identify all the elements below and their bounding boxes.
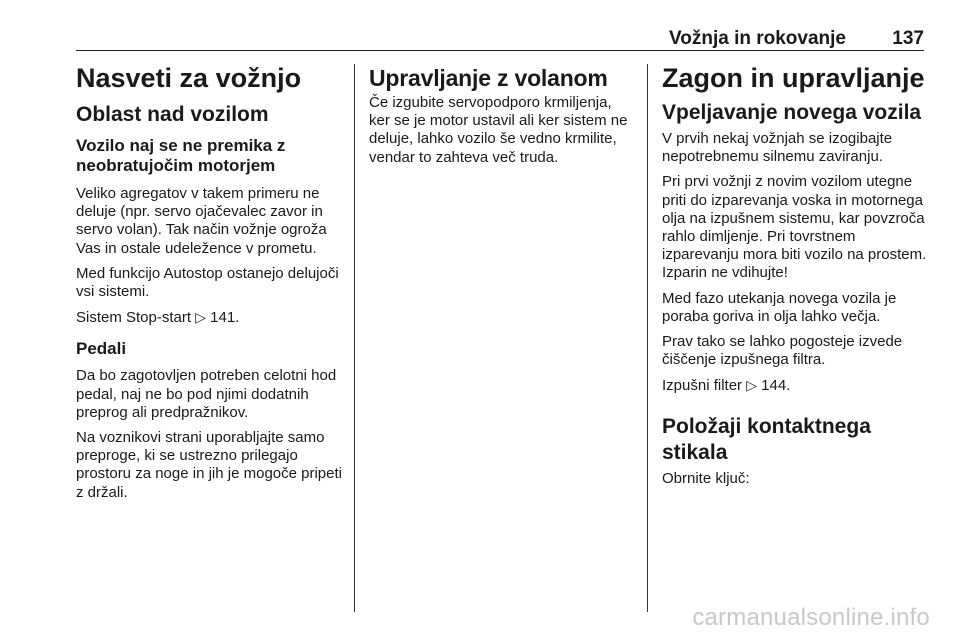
section-title: Vožnja in rokovanje xyxy=(668,28,846,49)
paragraph: V prvih nekaj vožnjah se izogibajte nepotrebnemu silnemu zaviranju. xyxy=(662,130,893,166)
paragraph: Pri prvi vožnji z novim vozilom utegne priti do izparevanja voska in motornega olja na izpušnem sistemu, kar povzroča rahlo dimljenje. Pri tovrstnem izparevanju mora biti vozilo na prostem. Izparin ne vdihujte! xyxy=(662,173,927,282)
column-divider xyxy=(647,64,648,612)
reference-text: Sistem Stop-start xyxy=(76,309,192,327)
section-heading: Oblast nad vozilom xyxy=(76,103,269,126)
paragraph-reference xyxy=(76,308,342,327)
subsection-heading: Vozilo naj se ne premika z neobratujočim motorjem xyxy=(76,136,286,175)
reference-page[interactable]: 144. xyxy=(761,377,791,395)
reference-text: Izpušni filter xyxy=(662,377,743,395)
column-middle xyxy=(369,62,635,167)
paragraph: Med fazo utekanja novega vozila je poraba goriva in olja lahko večja. xyxy=(662,289,897,325)
paragraph: Na voznikovi strani uporabljajte samo preproge, ki se ustrezno prilegajo prostoru za noge in jih je mogoče pripeti z držali. xyxy=(76,429,342,501)
section-heading: Vpeljavanje novega vozila xyxy=(662,101,922,124)
paragraph: Prav tako se lahko pogosteje izvede čiščenje izpušnega filtra. xyxy=(662,333,903,369)
paragraph: Da bo zagotovljen potreben celotni hod pedal, naj ne bo pod njimi dodatnih preprog ali predpražnikov. xyxy=(76,367,337,421)
column-divider xyxy=(354,64,355,612)
chapter-title: Zagon in upravljanje xyxy=(662,63,925,93)
paragraph-reference xyxy=(662,376,928,395)
paragraph: Če izgubite servopodporo krmiljenja, ker se je motor ustavil ali ker sistem ne deluje, lahko vozilo še vedno krmilite, vendar to zahteva več truda. xyxy=(369,94,628,166)
page-header xyxy=(76,28,924,51)
paragraph: Med funkcijo Autostop ostanejo delujoči vsi sistemi. xyxy=(76,264,339,301)
page-reference-icon[interactable]: ▷ xyxy=(195,309,206,326)
watermark: carmanualsonline.info xyxy=(692,604,930,631)
chapter-title: Nasveti za vožnjo xyxy=(76,63,302,93)
section-heading: Položaji kontaktnega stikala xyxy=(662,414,871,464)
page-number: 137 xyxy=(892,28,924,49)
reference-page[interactable]: 141. xyxy=(210,309,240,327)
paragraph: Veliko agregatov v takem primeru ne deluje (npr. servo ojačevalec zavor in servo volan). Tak način vožnje ogroža Vas in ostale udeležence v prometu. xyxy=(76,185,327,257)
column-right xyxy=(662,62,928,488)
section-heading: Upravljanje z volanom xyxy=(369,65,608,91)
column-left xyxy=(76,62,342,502)
subsection-heading: Pedali xyxy=(76,339,127,359)
page-reference-icon[interactable]: ▷ xyxy=(746,377,757,394)
paragraph: Obrnite ključ: xyxy=(662,469,750,487)
